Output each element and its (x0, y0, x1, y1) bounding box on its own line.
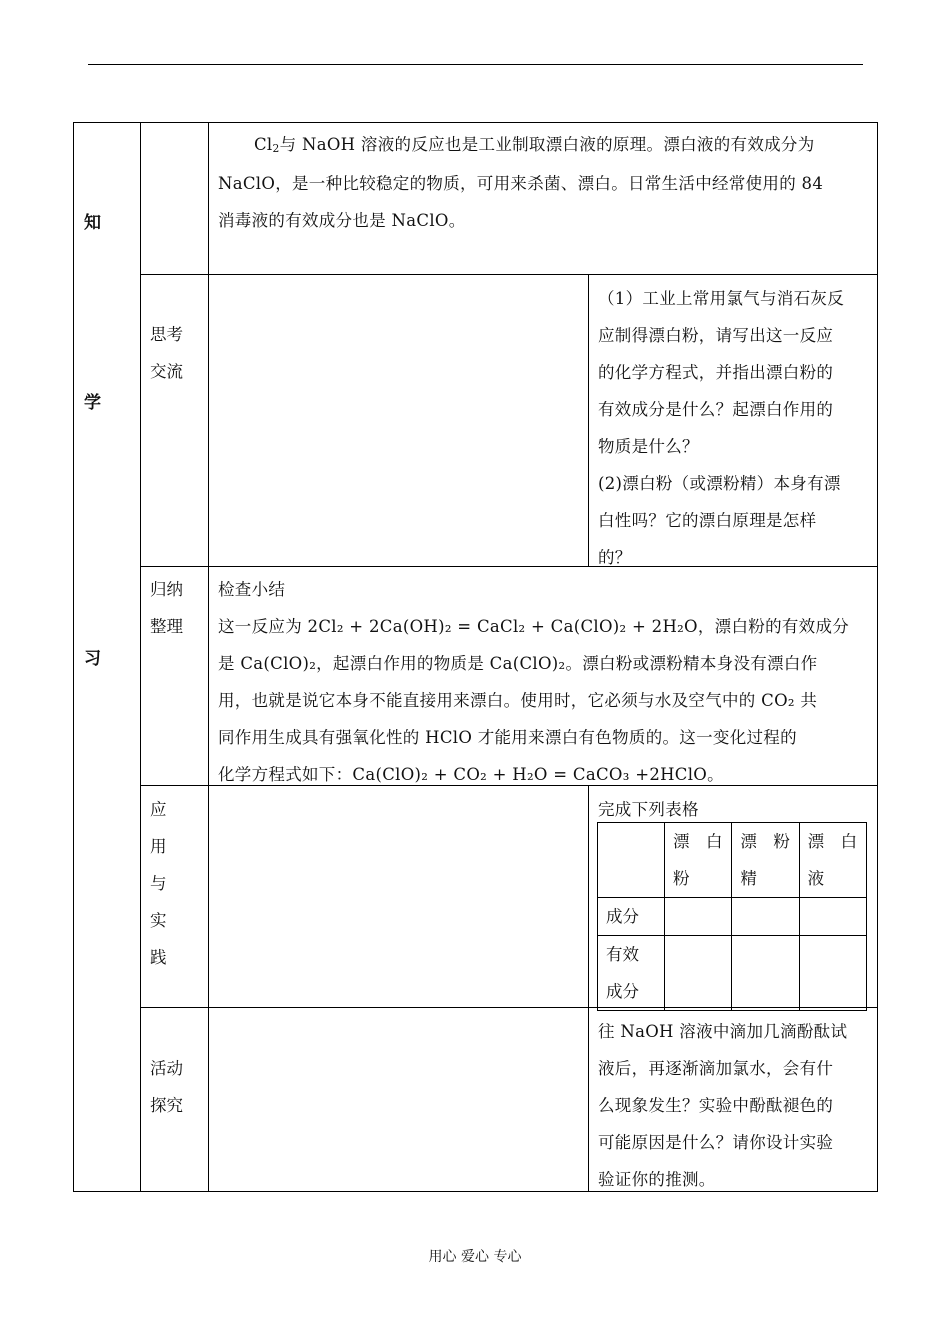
label-summary-2: 整理 (150, 617, 183, 636)
side-char-xi: 习 (84, 649, 101, 669)
activity-line: 验证你的推测。 (598, 1170, 716, 1189)
summary-line-4: 用，也就是说它本身不能直接用来漂白。使用时，它必须与水及空气中的 CO₂ 共 (218, 691, 818, 710)
summary-paragraph (218, 571, 874, 793)
label-apply-2: 用 (150, 837, 167, 856)
row-divider-1 (140, 274, 878, 275)
label-activity-2: 探究 (150, 1096, 183, 1115)
table-header-bleach-essence: 漂 粉 精 (732, 823, 799, 898)
label-apply-4: 实 (150, 911, 167, 930)
label-apply-1: 应 (150, 800, 167, 819)
intro-paragraph (218, 126, 870, 239)
table-cell[interactable] (665, 898, 732, 936)
summary-line-3: 是 Ca(ClO)₂，起漂白作用的物质是 Ca(ClO)₂。漂白粉或漂粉精本身没有漂白作 (218, 654, 818, 673)
activity-text (598, 1013, 873, 1198)
table-corner (598, 823, 665, 898)
side-char-xue: 学 (84, 393, 101, 413)
page-footer: 用心 爱心 专心 (428, 1249, 522, 1265)
table-row-label-effective: 有效 成分 (598, 936, 665, 1011)
activity-line: 往 NaOH 溶液中滴加几滴酚酞试 (598, 1022, 848, 1041)
table-cell[interactable] (732, 898, 799, 936)
label-apply-3: 与 (150, 874, 167, 893)
summary-line-6: 化学方程式如下：Ca(ClO)₂ + CO₂ + H₂O = CaCO₃ +2HClO。 (218, 765, 724, 784)
table-header-bleach-liquid: 漂 白 液 (799, 823, 866, 898)
table-cell[interactable] (799, 936, 866, 1011)
think-line: (2)漂白粉（或漂粉精）本身有漂 (598, 474, 841, 493)
think-questions (598, 280, 873, 576)
summary-heading: 检查小结 (218, 580, 286, 599)
activity-line: 可能原因是什么？请你设计实验 (598, 1133, 834, 1152)
think-line: 物质是什么？ (598, 437, 699, 456)
activity-line: 液后，再逐渐滴加氯水，会有什 (598, 1059, 834, 1078)
table-header-bleach-powder: 漂 白 粉 (665, 823, 732, 898)
table-row-label-composition: 成分 (598, 898, 665, 936)
table-cell[interactable] (732, 936, 799, 1011)
activity-line: 么现象发生？实验中酚酞褪色的 (598, 1096, 834, 1115)
col-divider-1 (140, 122, 141, 1192)
intro-line-2: NaClO，是一种比较稳定的物质，可用来杀菌、漂白。日常生活中经常使用的 84 (218, 174, 824, 193)
intro-line-3: 消毒液的有效成分也是 NaClO。 (218, 211, 466, 230)
think-line: 白性吗？它的漂白原理是怎样 (598, 511, 817, 530)
col-divider-apply (588, 785, 589, 1192)
bleach-table (597, 822, 867, 1011)
side-char-zhi: 知 (84, 213, 101, 233)
label-think-1: 思考 (150, 325, 183, 344)
table-cell[interactable] (665, 936, 732, 1011)
apply-task: 完成下列表格 (598, 800, 699, 819)
label-think-2: 交流 (150, 362, 183, 381)
think-line: 的化学方程式，并指出漂白粉的 (598, 363, 834, 382)
think-line: 应制得漂白粉，请写出这一反应 (598, 326, 834, 345)
col-divider-think (588, 274, 589, 566)
summary-line-5: 同作用生成具有强氧化性的 HClO 才能用来漂白有色物质的。这一变化过程的 (218, 728, 797, 747)
table-cell[interactable] (799, 898, 866, 936)
col-divider-2 (208, 122, 209, 1192)
intro-line-1: $Cl_2$与 NaOH 溶液的反应也是工业制取漂白液的原理。漂白液的有效成分为 (254, 135, 815, 155)
label-activity-1: 活动 (150, 1059, 183, 1078)
label-apply-5: 践 (150, 948, 167, 967)
label-summary-1: 归纳 (150, 580, 183, 599)
think-line: 有效成分是什么？起漂白作用的 (598, 400, 834, 419)
header-rule (88, 64, 863, 65)
think-line: 的？ (598, 548, 632, 567)
summary-line-2: 这一反应为 2Cl₂ + 2Ca(OH)₂ = CaCl₂ + Ca(ClO)₂ + 2H₂O，漂白粉的有效成分 (218, 617, 850, 636)
think-line: （1）工业上常用氯气与消石灰反 (598, 289, 844, 308)
